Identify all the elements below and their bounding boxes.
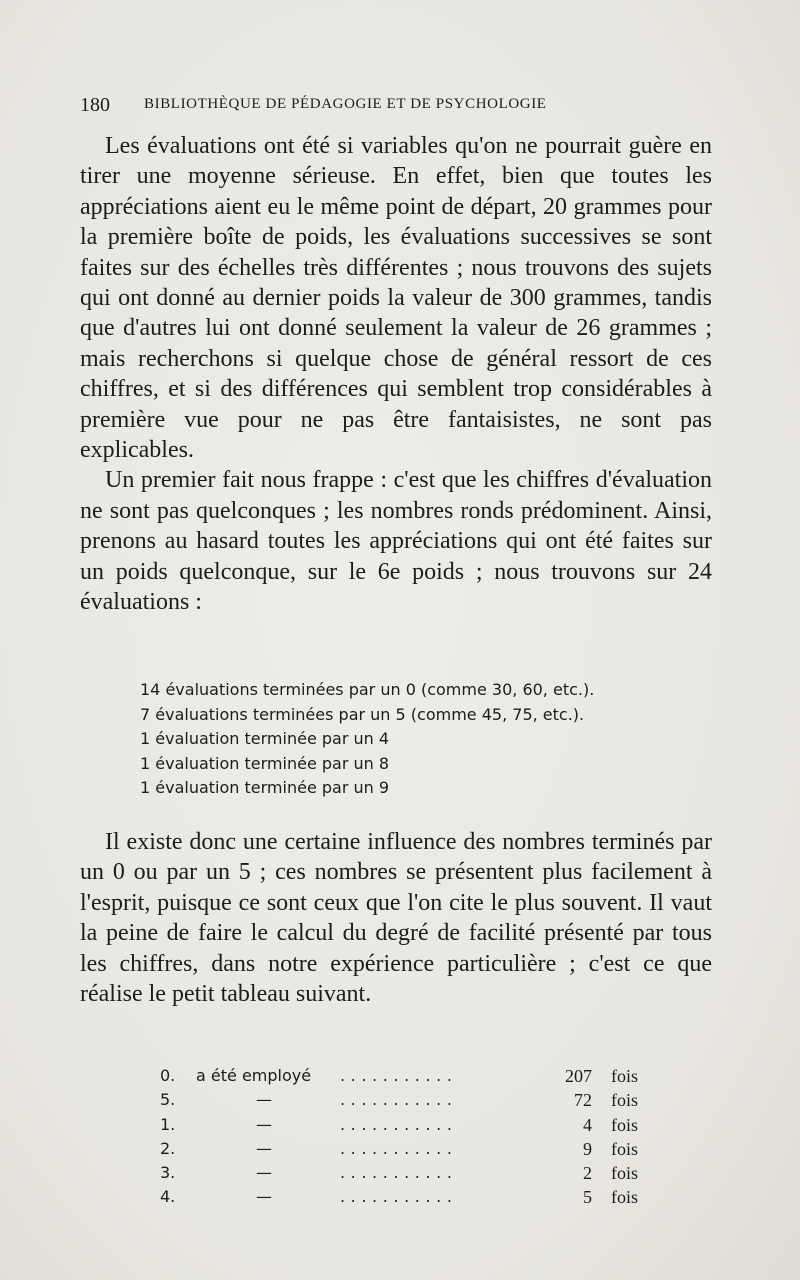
table-label: — bbox=[256, 1114, 272, 1134]
table-row bbox=[160, 1090, 650, 1114]
table-label: — bbox=[256, 1138, 272, 1158]
table-label: — bbox=[256, 1163, 272, 1183]
digit-frequency-table bbox=[160, 1066, 650, 1212]
list-item: 1 évaluation terminée par un 4 bbox=[140, 729, 390, 749]
table-count: 9 bbox=[583, 1138, 592, 1159]
table-label: — bbox=[256, 1090, 272, 1110]
evaluation-list bbox=[140, 678, 700, 801]
table-count: 5 bbox=[583, 1187, 592, 1208]
table-row bbox=[160, 1115, 650, 1139]
paragraph-2: Un premier fait nous frappe : c'est que les chiffres d'évaluation ne sont pas quelconques ; les nombres ronds prédominent. Ainsi, prenons au hasard toutes les appréciations qui ont été faites sur un poids quelconque, sur le 6e poids ; nous trouvons sur 24 évaluations : bbox=[80, 467, 712, 616]
page-number: 180 bbox=[80, 94, 110, 116]
body-text bbox=[80, 131, 712, 618]
table-unit: fois bbox=[611, 1138, 638, 1159]
table-digit: 5. bbox=[160, 1090, 176, 1110]
table-row bbox=[160, 1066, 650, 1090]
table-unit: fois bbox=[611, 1090, 638, 1111]
table-count: 2 bbox=[583, 1163, 592, 1184]
table-digit: 0. bbox=[160, 1066, 176, 1085]
table-count: 72 bbox=[574, 1090, 592, 1111]
body-text-continued bbox=[80, 827, 712, 1009]
list-item: 7 évaluations terminées par un 5 (comme 45, 75, etc.). bbox=[140, 704, 585, 724]
table-row bbox=[160, 1163, 650, 1187]
table-unit: fois bbox=[611, 1163, 638, 1184]
table-row bbox=[160, 1187, 650, 1211]
paragraph-3: Il existe donc une certaine influence des nombres terminés par un 0 ou par un 5 ; ces nombres se présentent plus facilement à l'esprit, puisque ce sont ceux que l'on cite le plus souvent. Il vaut la peine de faire le calcul du degré de facilité présenté par tous les chiffres, dans notre expérience particulière ; c'est ce que réalise le petit tableau suivant. bbox=[80, 829, 712, 1008]
table-count: 207 bbox=[565, 1066, 592, 1086]
table-label: a été employé bbox=[196, 1066, 312, 1085]
table-count: 4 bbox=[583, 1114, 592, 1135]
list-item: 1 évaluation terminée par un 8 bbox=[140, 753, 390, 773]
dot-leaders: ........... bbox=[340, 1114, 458, 1134]
table-label: — bbox=[256, 1187, 272, 1207]
paragraph-1: Les évaluations ont été si variables qu'on ne pourrait guère en tirer une moyenne sérieuse. En effet, bien que toutes les appréciations aient eu le même point de départ, 20 grammes pour la première boîte de poids, les évaluations successives se sont faites sur des échelles très différentes ; nous trouvons des sujets qui ont donné au dernier poids la valeur de 300 grammes, tandis que d'autres lui ont donné seulement la valeur de 26 grammes ; mais recherchons si quelque chose de général ressort de ces chiffres, et si des différences qui semblent trop considérables à première vue pour ne pas être fantaisistes, ne sont pas explicables. bbox=[80, 133, 712, 464]
dot-leaders: ........... bbox=[340, 1163, 458, 1183]
table-row bbox=[160, 1139, 650, 1163]
dot-leaders: ........... bbox=[340, 1066, 458, 1085]
running-title: BIBLIOTHÈQUE DE PÉDAGOGIE ET DE PSYCHOLOGIE bbox=[144, 96, 547, 112]
table-digit: 1. bbox=[160, 1114, 176, 1134]
list-item: 14 évaluations terminées par un 0 (comme 30, 60, etc.). bbox=[140, 680, 595, 699]
list-item: 1 évaluation terminée par un 9 bbox=[140, 778, 390, 798]
dot-leaders: ........... bbox=[340, 1138, 458, 1158]
table-digit: 2. bbox=[160, 1138, 176, 1158]
dot-leaders: ........... bbox=[340, 1090, 458, 1110]
table-unit: fois bbox=[611, 1114, 638, 1135]
table-digit: 3. bbox=[160, 1163, 176, 1183]
page-header bbox=[80, 94, 720, 118]
table-unit: fois bbox=[611, 1187, 638, 1208]
dot-leaders: ........... bbox=[340, 1187, 458, 1207]
table-unit: fois bbox=[611, 1066, 638, 1086]
table-digit: 4. bbox=[160, 1187, 176, 1207]
